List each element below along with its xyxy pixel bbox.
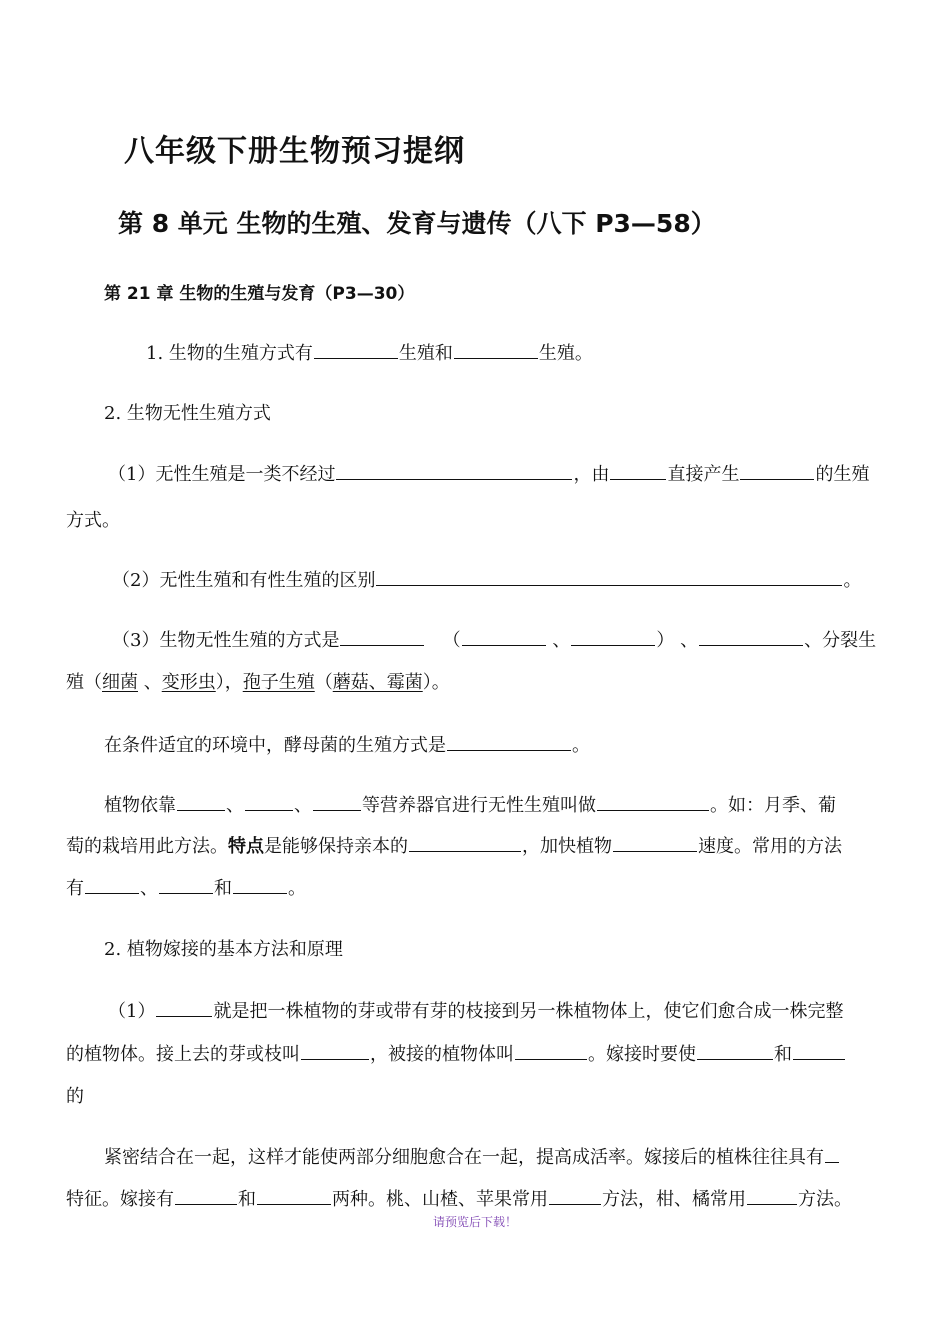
text: （1） bbox=[108, 1001, 156, 1022]
text: 有 bbox=[66, 878, 84, 899]
text: 紧密结合在一起，这样才能使两部分细胞愈合在一起，提高成活率。嫁接后的植株往往具有 bbox=[104, 1147, 824, 1168]
text: 方法，柑、橘常用 bbox=[602, 1189, 746, 1210]
blank bbox=[515, 1041, 587, 1060]
text: ）， bbox=[215, 672, 243, 693]
text: 殖（ bbox=[66, 672, 102, 693]
text: 生殖和 bbox=[398, 343, 453, 364]
text: 等营养器官进行无性生殖叫做 bbox=[362, 795, 596, 816]
text: 和 bbox=[214, 878, 232, 899]
text: 就是把一株植物的芽或带有芽的枝接到另一株植物体上，使它们愈合成一株完整 bbox=[213, 1001, 844, 1022]
continuation-line: 的 bbox=[66, 1086, 84, 1107]
continuation-line bbox=[66, 832, 842, 858]
yeast-question-line bbox=[104, 731, 590, 757]
blank bbox=[340, 627, 424, 646]
continuation-line bbox=[66, 874, 306, 900]
blank bbox=[313, 792, 361, 811]
text: 和 bbox=[774, 1044, 792, 1065]
blank bbox=[697, 1041, 773, 1060]
text: 特征。嫁接有 bbox=[66, 1189, 174, 1210]
bold-text: 特点 bbox=[228, 836, 264, 857]
grafting-continuation-line bbox=[104, 1143, 840, 1169]
continuation-line bbox=[66, 668, 450, 694]
blank bbox=[571, 627, 655, 646]
question-2-1-line bbox=[108, 460, 869, 486]
blank bbox=[699, 627, 803, 646]
chapter-heading: 第 21 章 生物的生殖与发育（P3—30） bbox=[104, 284, 415, 304]
text: （ bbox=[442, 630, 461, 651]
download-notice: 请预览后下载！ bbox=[432, 1215, 517, 1229]
text: 、 bbox=[552, 630, 571, 651]
text: 植物依靠 bbox=[104, 795, 176, 816]
blank bbox=[159, 875, 213, 894]
text: 的生殖 bbox=[815, 464, 870, 485]
question-2-3-line bbox=[112, 626, 876, 652]
text: ，被接的植物体叫 bbox=[370, 1044, 514, 1065]
text: 萄的栽培用此方法。 bbox=[66, 836, 228, 857]
blank bbox=[447, 732, 571, 751]
grafting-section-heading: 2. 植物嫁接的基本方法和原理 bbox=[104, 939, 343, 960]
text: 。嫁接时要使 bbox=[588, 1044, 696, 1065]
blank bbox=[85, 875, 139, 894]
text: 在条件适宜的环境中，酵母菌的生殖方式是 bbox=[104, 735, 446, 756]
blank bbox=[257, 1186, 331, 1205]
blank bbox=[610, 461, 666, 480]
text: 、 bbox=[140, 878, 158, 899]
text: ，加快植物 bbox=[522, 836, 612, 857]
underlined-text: 细菌 bbox=[102, 672, 138, 693]
blank bbox=[740, 461, 814, 480]
text: （3）生物无性生殖的方式是 bbox=[112, 630, 340, 651]
text: 速度。常用的方法 bbox=[698, 836, 842, 857]
blank bbox=[177, 792, 225, 811]
blank bbox=[409, 833, 521, 852]
text: 。 bbox=[843, 570, 862, 591]
underlined-text: 孢子生殖 bbox=[242, 672, 315, 693]
question-2-2-line bbox=[112, 566, 861, 592]
underlined-text: 蘑菇、霉菌 bbox=[332, 672, 423, 693]
text: 的植物体。接上去的芽或枝叫 bbox=[66, 1044, 300, 1065]
blank bbox=[454, 340, 538, 359]
blank bbox=[597, 792, 709, 811]
blank bbox=[156, 998, 212, 1017]
text: 直接产生 bbox=[667, 464, 740, 485]
blank bbox=[233, 875, 287, 894]
text: 方法。 bbox=[798, 1189, 852, 1210]
text: 。 bbox=[572, 735, 590, 756]
text: ）。 bbox=[422, 672, 450, 693]
unit-heading: 第 8 单元 生物的生殖、发育与遗传（八下 P3—58） bbox=[118, 209, 716, 238]
text: 1. 生物的生殖方式有 bbox=[146, 343, 313, 364]
blank bbox=[825, 1144, 839, 1163]
vegetative-question-line bbox=[104, 791, 836, 817]
continuation-line bbox=[66, 1040, 846, 1066]
text: 。 bbox=[288, 878, 306, 899]
blank bbox=[793, 1041, 845, 1060]
continuation-line: 方式。 bbox=[66, 510, 120, 531]
blank bbox=[747, 1186, 797, 1205]
text: 。如：月季、葡 bbox=[710, 795, 836, 816]
underlined-text: 变形虫 bbox=[161, 672, 216, 693]
text: （ bbox=[314, 672, 333, 693]
blank bbox=[462, 627, 546, 646]
blank bbox=[314, 340, 398, 359]
blank bbox=[376, 567, 842, 586]
grafting-question-line bbox=[108, 997, 843, 1023]
continuation-line bbox=[66, 1185, 852, 1211]
section-2-heading: 2. 生物无性生殖方式 bbox=[104, 403, 271, 424]
blank bbox=[175, 1186, 237, 1205]
text: 两种。桃、山楂、苹果常用 bbox=[332, 1189, 548, 1210]
blank bbox=[613, 833, 697, 852]
text: ，由 bbox=[573, 464, 610, 485]
text: 、 bbox=[143, 672, 162, 693]
text: ） bbox=[656, 630, 675, 651]
text: 、分裂生 bbox=[804, 630, 877, 651]
blank bbox=[245, 792, 293, 811]
text: 、 bbox=[294, 795, 312, 816]
blank bbox=[549, 1186, 601, 1205]
text: 和 bbox=[238, 1189, 256, 1210]
blank bbox=[301, 1041, 369, 1060]
text: （2）无性生殖和有性生殖的区别 bbox=[112, 570, 376, 591]
text: 、 bbox=[680, 630, 699, 651]
blank bbox=[336, 461, 572, 480]
text: （1）无性生殖是一类不经过 bbox=[108, 464, 336, 485]
document-title: 八年级下册生物预习提纲 bbox=[124, 134, 465, 169]
text: 是能够保持亲本的 bbox=[264, 836, 408, 857]
question-1-line bbox=[146, 339, 593, 365]
text: 、 bbox=[226, 795, 244, 816]
text: 生殖。 bbox=[538, 343, 593, 364]
